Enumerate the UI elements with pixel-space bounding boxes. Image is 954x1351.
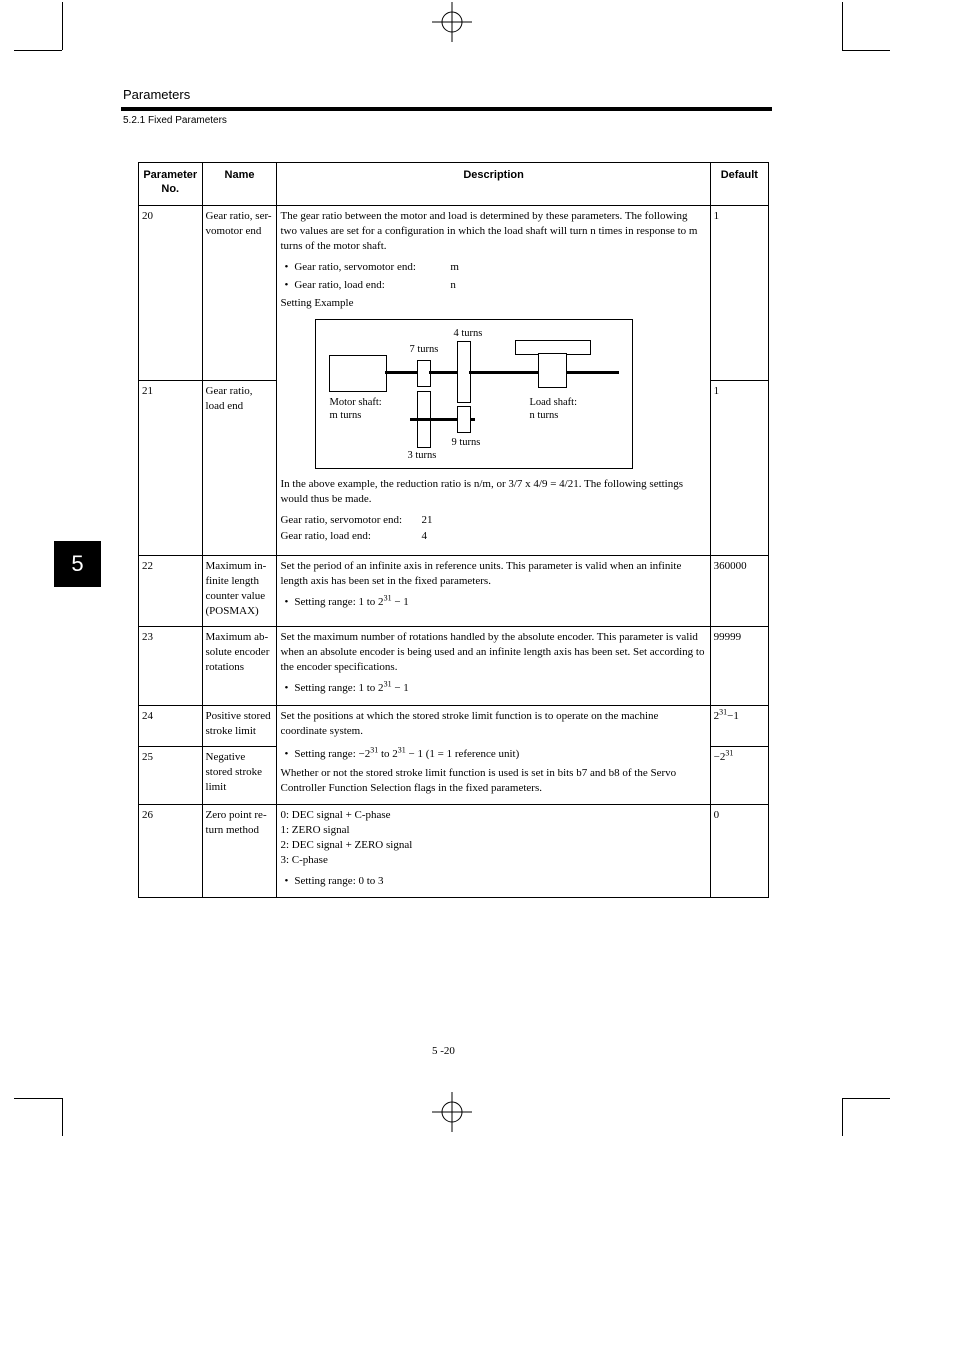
setting-line: Gear ratio, servomotor end: 21 [280,514,433,526]
gear-diagram [315,319,633,469]
gear-9 [457,406,471,433]
shaft-middle [429,371,459,374]
crop-mark [842,1098,890,1099]
chapter-tab: 5 [54,541,101,587]
label-4-turns: 4 turns [453,328,483,339]
list-item: • Setting range: 1 to $2^{31} - 1$ [280,681,706,696]
param-name: Negative stored stroke limit [202,747,277,805]
crop-mark [842,50,890,51]
list-item: • Setting range: 0 to 3 [280,874,706,889]
header-rule [121,107,772,111]
list-item: • Gear ratio, load end: n [280,278,706,293]
label-motor-shaft: Motor shaft: [329,397,382,408]
page-number: 5 -20 [432,1045,455,1057]
table-row [139,556,769,627]
page-title: Parameters [123,87,191,102]
crop-mark [14,1098,62,1099]
label-load-turns: n turns [529,410,559,421]
table-header-row [139,163,769,206]
crop-mark [62,1098,63,1136]
param-no: 24 [139,706,203,747]
param-description: Set the maximum number of rotations handled by the absolute encoder. This parameter is valid when an absolute encoder is being used and an infinite length axis has been set. Set according to the encoder specifications. • Setting range: 1 to $2^{31} - 1$ [277,627,710,706]
gear-intro: The gear ratio between the motor and load is determined by these parameters. The following two values are set for a configuration in which the load shaft will turn n times in response to m turns of the motor shaft. [280,210,698,252]
setting-example-label: Setting Example [280,297,354,309]
param-default: 99999 [710,627,768,706]
param-default: $2^{31}-1$ [710,706,768,747]
list-item: • Setting range: 1 to $2^{31} - 1$ [280,595,706,610]
header-no: Parameter No. [139,163,203,206]
crop-mark [842,2,843,50]
parameter-table [138,162,769,898]
param-name: Zero point re-turn method [202,805,277,898]
crop-mark [842,1098,843,1136]
param-name: Gear ratio, ser-vomotor end [202,206,277,381]
header-name: Name [202,163,277,206]
param-name: Gear ratio, load end [202,381,277,556]
table-row [139,706,769,747]
param-description: 0: DEC signal + C-phase 1: ZERO signal 2: DEC signal + ZERO signal 3: C-phase • Setting range: 0 to 3 [277,805,710,898]
param-no: 22 [139,556,203,627]
param-no: 26 [139,805,203,898]
param-no: 23 [139,627,203,706]
param-default: 0 [710,805,768,898]
param-name: Positive stored stroke limit [202,706,277,747]
list-item: • Setting range: $-2^{31}$ to $2^{31} - 1$ (1 = 1 reference unit) [280,747,706,762]
param-name: Maximum ab-solute encoder rotations [202,627,277,706]
param-default: $-2^{31}$ [710,747,768,805]
list-item: • Gear ratio, servomotor end: m [280,260,706,275]
label-motor-turns: m turns [329,410,362,421]
crop-mark [14,50,62,51]
param-default: 360000 [710,556,768,627]
param-no: 25 [139,747,203,805]
param-default: 1 [710,381,768,556]
setting-line: Gear ratio, load end: 4 [280,530,427,542]
label-7-turns: 7 turns [409,344,439,355]
label-9-turns: 9 turns [451,437,481,448]
gear-description [277,206,710,556]
registration-mark-top [432,2,472,42]
load-box [538,353,567,388]
crop-mark [62,2,63,50]
label-load-shaft: Load shaft: [529,397,578,408]
table-row [139,627,769,706]
stroke-description: Set the positions at which the stored stroke limit function is to operate on the machine coordinate system. • Setting range: $-2^{31}$ to $2^{31} - 1$ (1 = 1 reference unit) Whether or not the stored stroke limit function is used is set in bits b7 and b8 of the Servo Controller Function Selection flags in the fixed parameters. [277,706,710,805]
table-row [139,206,769,381]
motor-box [329,355,387,392]
param-no: 20 [139,206,203,381]
table-row [139,805,769,898]
example-text: In the above example, the reduction ratio is n/m, or 3/7 x 4/9 = 4/21. The following settings would thus be made. [280,478,684,505]
label-3-turns: 3 turns [407,450,437,461]
param-description: Set the period of an infinite axis in reference units. This parameter is valid when an infinite length axis has been set in the fixed parameters. • Setting range: 1 to $2^{31} - 1$ [277,556,710,627]
param-no: 21 [139,381,203,556]
param-default: 1 [710,206,768,381]
header-description: Description [277,163,710,206]
param-name: Maximum in-finite length counter value (POSMAX) [202,556,277,627]
header-default: Default [710,163,768,206]
registration-mark-bottom [432,1092,472,1132]
section-label: 5.2.1 Fixed Parameters [123,115,227,126]
